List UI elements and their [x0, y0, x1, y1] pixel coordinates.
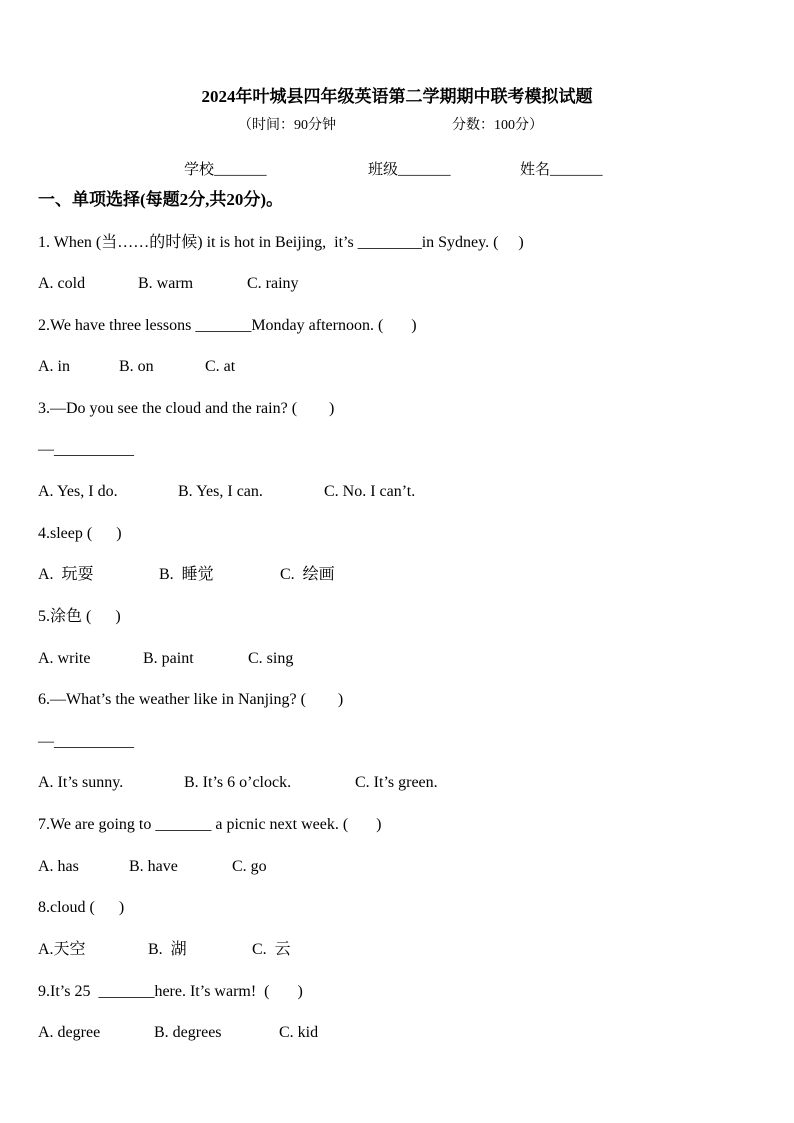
q7-option-c: C. go [232, 858, 267, 875]
q6-answer-line: —__________ [38, 733, 134, 750]
exam-score: 分数：100分） [452, 118, 543, 133]
question-3: 3.—Do you see the cloud and the rain? ( ) [38, 400, 335, 417]
q6-option-a: A. It’s sunny. [38, 774, 124, 791]
question-7: 7.We are going to _______ a picnic next week. ( ) [38, 816, 382, 833]
q4-option-c: C. 绘画 [280, 566, 335, 583]
q5-option-c: C. sing [248, 650, 294, 667]
q5-option-b: B. paint [143, 650, 194, 667]
q3-answer-line: —__________ [38, 441, 134, 458]
class-field: 班级_______ [368, 162, 451, 178]
section-title: 一、单项选择(每题2分,共20分)。 [38, 190, 284, 209]
q3-option-c: C. No. I can’t. [324, 483, 416, 500]
q2-option-b: B. on [119, 358, 154, 375]
q3-option-a: A. Yes, I do. [38, 483, 118, 500]
q1-option-b: B. warm [138, 275, 194, 292]
q6-option-b: B. It’s 6 o’clock. [184, 774, 292, 791]
q6-option-c: C. It’s green. [355, 774, 438, 791]
question-1: 1. When (当……的时候) it is hot in Beijing, it’s ________in Sydney. ( ) [38, 234, 524, 251]
q8-option-c: C. 云 [252, 941, 291, 958]
q1-option-a: A. cold [38, 275, 86, 292]
q8-option-a: A.天空 [38, 941, 86, 958]
q7-option-b: B. have [129, 858, 178, 875]
q4-option-a: A. 玩耍 [38, 566, 94, 583]
school-field: 学校_______ [184, 162, 267, 178]
q1-option-c: C. rainy [247, 275, 299, 292]
question-6: 6.—What’s the weather like in Nanjing? ( ) [38, 691, 344, 708]
q2-option-c: C. at [205, 358, 236, 375]
question-2: 2.We have three lessons _______Monday afternoon. ( ) [38, 317, 417, 334]
q5-option-a: A. write [38, 650, 91, 667]
name-field: 姓名_______ [520, 162, 603, 178]
q4-option-b: B. 睡觉 [159, 566, 214, 583]
q9-option-a: A. degree [38, 1024, 101, 1041]
question-5: 5.涂色 ( ) [38, 608, 121, 625]
q9-option-c: C. kid [279, 1024, 319, 1041]
page-title: 2024年叶城县四年级英语第二学期期中联考模拟试题 [201, 87, 593, 106]
q3-option-b: B. Yes, I can. [178, 483, 263, 500]
q9-option-b: B. degrees [154, 1024, 222, 1041]
q7-option-a: A. has [38, 858, 79, 875]
exam-time: （时间：90分钟 [238, 118, 336, 133]
question-4: 4.sleep ( ) [38, 525, 122, 542]
q2-option-a: A. in [38, 358, 70, 375]
question-9: 9.It’s 25 _______here. It’s warm! ( ) [38, 983, 303, 1000]
q8-option-b: B. 湖 [148, 941, 187, 958]
question-8: 8.cloud ( ) [38, 899, 125, 916]
